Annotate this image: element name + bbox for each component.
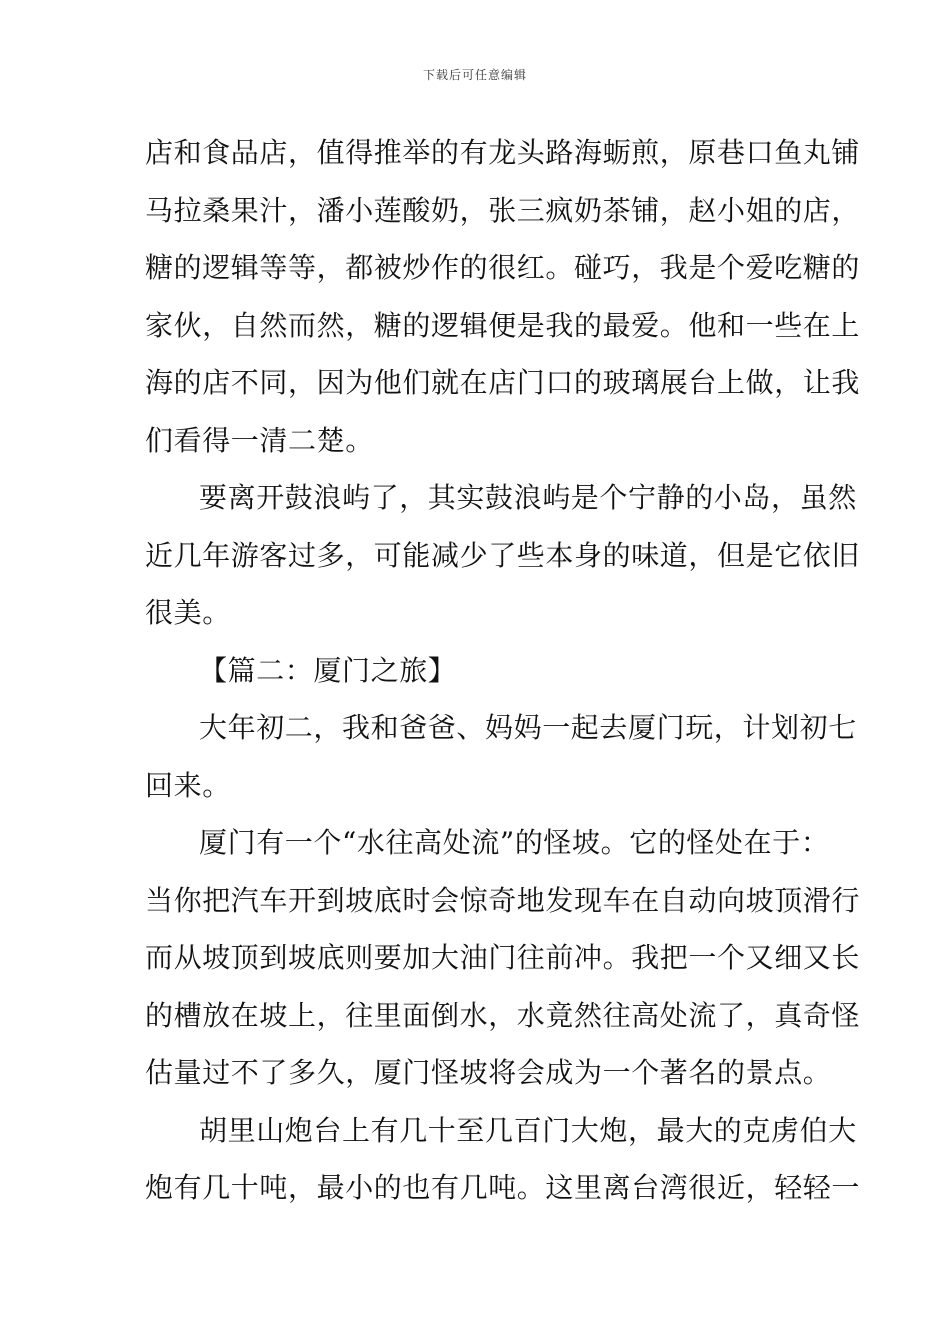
text-line: 的槽放在坡上，往里面倒水，水竟然往高处流了，真奇怪 (145, 998, 861, 1032)
text-line: 糖的逻辑等等，都被炒作的很红。碰巧，我是个爱吃糖的 (145, 251, 861, 284)
text-line: 回来。 (145, 768, 231, 802)
text-line: 海的店不同，因为他们就在店门口的玻璃展台上做，让我 (145, 366, 861, 399)
text-line: 大年初二，我和爸爸、妈妈一起去厦门玩，计划初七 (199, 711, 857, 744)
page-header: 下载后可任意编辑 (422, 68, 527, 82)
text-line: 估量过不了多久，厦门怪坡将会成为一个著名的景点。 (145, 1056, 832, 1089)
text-line: 们看得一清二楚。 (145, 423, 374, 457)
document-body (145, 124, 861, 1217)
section-heading: 【篇二：厦门之旅】 (199, 653, 457, 687)
text-line: 近几年游客过多，可能减少了些本身的味道，但是它依旧 (145, 538, 861, 572)
text-line: 炮有几十吨，最小的也有几吨。这里离台湾很近，轻轻一 (145, 1171, 861, 1204)
text-line: 而从坡顶到坡底则要加大油门往前冲。我把一个又细又长 (145, 941, 861, 974)
text-line: 胡里山炮台上有几十至几百门大炮，最大的克虏伯大 (199, 1113, 857, 1147)
text-line: 店和食品店，值得推举的有龙头路海蛎煎，原巷口鱼丸铺 (145, 136, 861, 169)
text-line: 很美。 (145, 596, 231, 629)
text-line: 马拉桑果汁，潘小莲酸奶，张三疯奶茶铺，赵小姐的店， (145, 193, 861, 227)
text-line: 要离开鼓浪屿了，其实鼓浪屿是个宁静的小岛，虽然 (199, 481, 857, 514)
text-line: 厦门有一个“水往高处流”的怪坡。它的怪处在于： (199, 826, 830, 859)
text-line: 家伙，自然而然，糖的逻辑便是我的最爱。他和一些在上 (145, 308, 861, 342)
text-line: 当你把汽车开到坡底时会惊奇地发现车在自动向坡顶滑行 (145, 883, 861, 917)
